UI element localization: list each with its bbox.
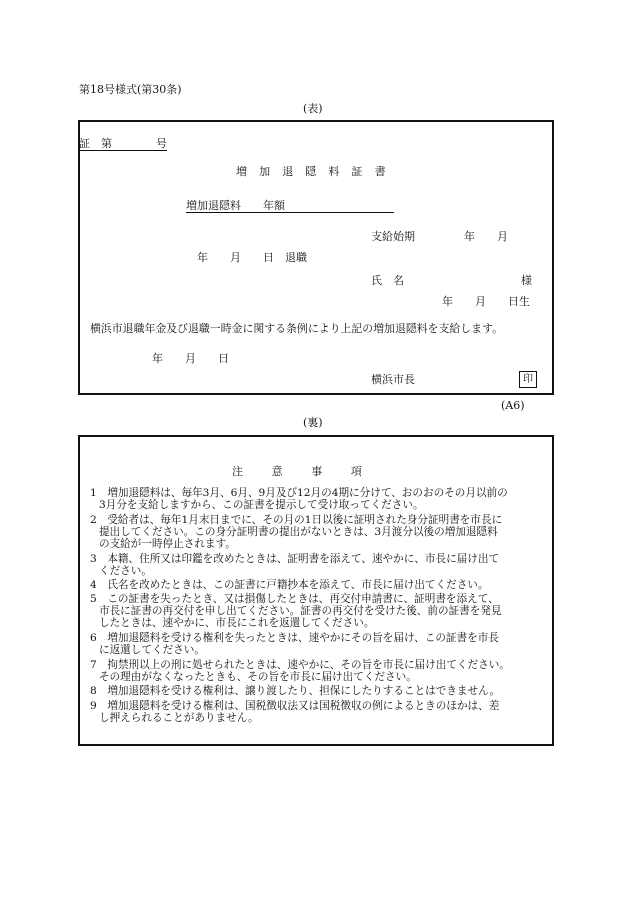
annual-amount-label: 増加退隠料 年額 <box>186 199 285 212</box>
note-line: 3月分を支給しますから、この証書を提示して受け取ってください。 <box>99 499 424 511</box>
certificate-front-box <box>78 120 554 395</box>
recipient-name-label: 氏 名 <box>371 274 404 287</box>
paper-size-label: (A6) <box>501 399 525 412</box>
issue-date: 年 月 日 <box>152 352 229 365</box>
seal-mark: 印 <box>519 371 537 388</box>
birth-date: 年 月 日生 <box>442 295 530 308</box>
note-line: 2 受給者は、毎年1月末日までに、その月の1日以後に証明された身分証明書を市長に <box>90 514 503 526</box>
note-line: 9 増加退隠料を受ける権利は、国税徴収法又は国税徴収の例によるときのほかは、差 <box>90 700 500 712</box>
note-line: 市長に証書の再交付を申し出てください。証書の再交付を受けた後、前の証書を発見 <box>99 605 502 617</box>
note-line: その理由がなくなったときも、その旨を市長に届け出てください。 <box>99 671 417 683</box>
name-honorific: 様 <box>521 274 532 287</box>
note-line: ください。 <box>99 565 152 577</box>
payment-statement: 横浜市退職年金及び退職一時金に関する条例により上記の増加退隠料を支給します。 <box>90 322 503 335</box>
note-line: 3 本籍、住所又は印鑑を改めたときは、証明書を添えて、速やかに、市長に届け出て <box>90 553 500 565</box>
issuer-name: 横浜市長 <box>371 373 415 386</box>
retirement-date: 年 月 日 退職 <box>197 251 307 264</box>
notes-title: 注意事項 <box>232 465 391 478</box>
payment-start-date: 年 月 <box>464 230 508 243</box>
payment-start-label: 支給始期 <box>371 230 415 243</box>
note-line: 提出してください。この身分証明書の提出がないときは、3月渡分以後の増加退隠料 <box>99 526 498 538</box>
note-line: 4 氏名を改めたときは、この証書に戸籍抄本を添えて、市長に届け出てください。 <box>90 579 489 591</box>
front-side-label: (表) <box>303 102 323 115</box>
note-line: 8 増加退隠料を受ける権利は、譲り渡したり、担保にしたりすることはできません。 <box>90 685 500 697</box>
note-line: したときは、速やかに、市長にこれを返還してください。 <box>99 617 375 629</box>
note-line: に返還してください。 <box>99 644 205 656</box>
note-line: の支給が一時停止されます。 <box>99 538 236 550</box>
note-line: し押えられることがありません。 <box>99 712 259 724</box>
note-line: 1 増加退隠料は、毎年3月、6月、9月及び12月の4期に分けて、おのおのその月以前の <box>90 487 508 499</box>
annual-amount-line <box>186 212 394 213</box>
note-line: 7 拘禁刑以上の刑に処せられたときは、速やかに、その旨を市長に届け出てください。 <box>90 659 510 671</box>
certificate-number: 証 第 号 <box>79 137 167 150</box>
form-number: 第18号様式(第30条) <box>79 83 182 96</box>
note-line: 6 増加退隠料を受ける権利を失ったときは、速やかにその旨を届け、この証書を市長 <box>90 632 499 644</box>
note-line: 5 この証書を失ったとき、又は損傷したときは、再交付申請書に、証明書を添えて、 <box>90 593 499 605</box>
certificate-title: 増加退隠料証書 <box>236 165 398 178</box>
back-side-label: (裏) <box>303 416 323 429</box>
